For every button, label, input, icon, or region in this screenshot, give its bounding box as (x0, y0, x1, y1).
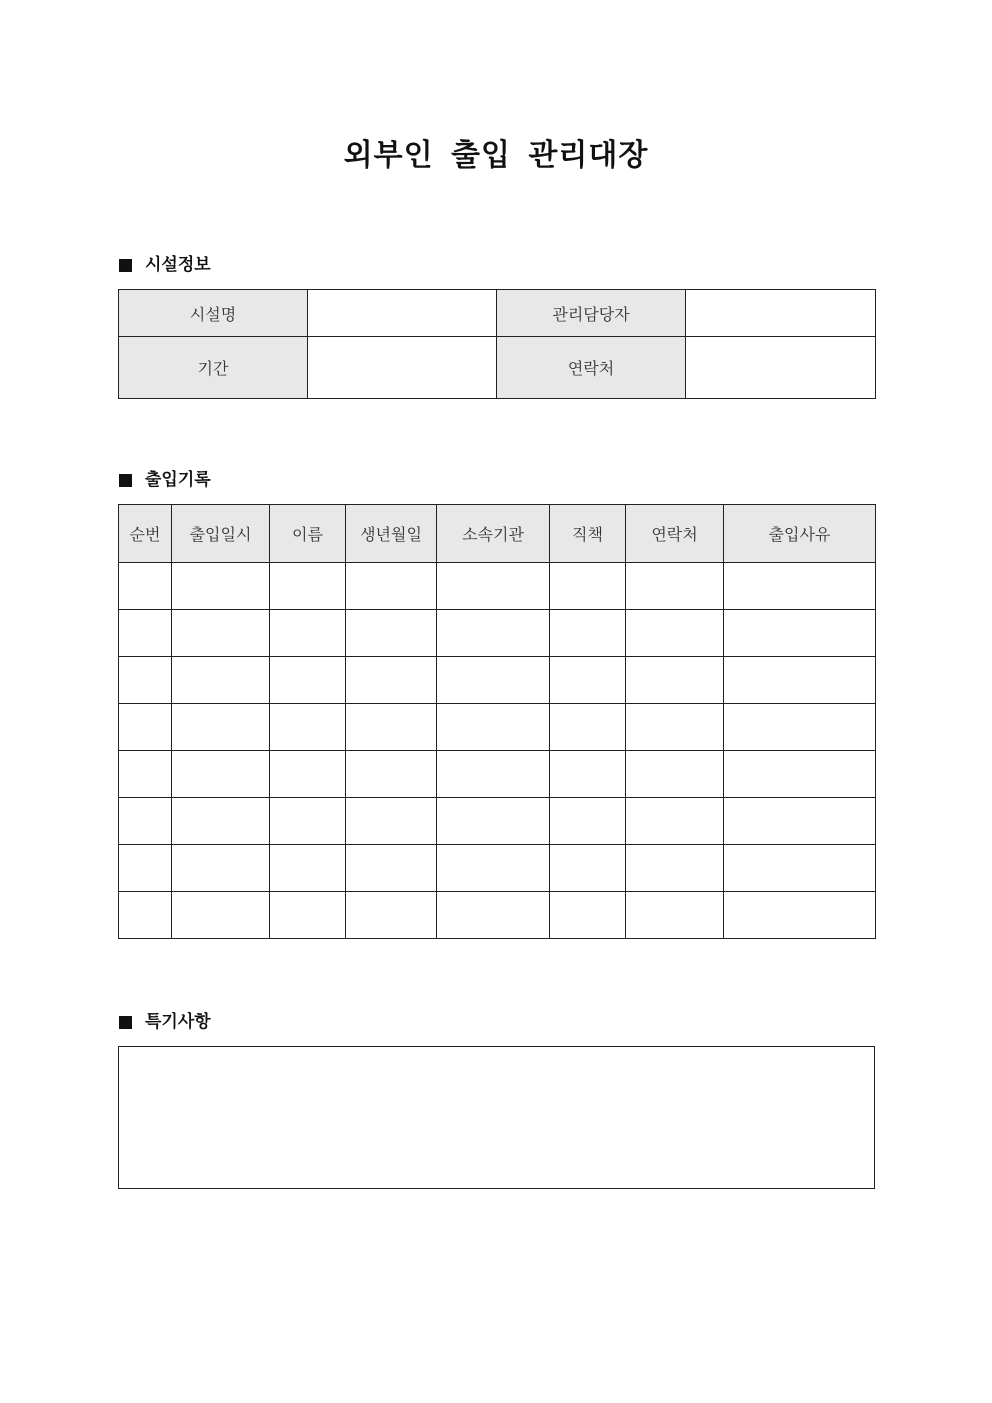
square-bullet-icon (119, 259, 132, 272)
table-cell[interactable] (550, 657, 626, 704)
square-bullet-icon (119, 474, 132, 487)
column-header-organization: 소속기관 (437, 505, 550, 563)
table-cell[interactable] (119, 657, 172, 704)
table-cell[interactable] (172, 657, 270, 704)
table-cell[interactable] (437, 704, 550, 751)
table-cell[interactable] (626, 563, 724, 610)
table-cell[interactable] (437, 798, 550, 845)
facility-name-field[interactable] (308, 290, 497, 337)
table-cell[interactable] (172, 751, 270, 798)
table-cell[interactable] (626, 610, 724, 657)
table-cell[interactable] (119, 798, 172, 845)
period-label: 기간 (119, 337, 308, 399)
table-row (119, 798, 876, 845)
column-header-name: 이름 (270, 505, 346, 563)
period-field[interactable] (308, 337, 497, 399)
table-cell[interactable] (550, 610, 626, 657)
table-cell[interactable] (270, 610, 346, 657)
table-cell[interactable] (724, 845, 876, 892)
table-cell[interactable] (119, 751, 172, 798)
table-cell[interactable] (437, 610, 550, 657)
table-cell[interactable] (119, 892, 172, 939)
section-heading-access-log (119, 468, 211, 492)
table-row (119, 892, 876, 939)
table-cell[interactable] (724, 892, 876, 939)
table-cell[interactable] (724, 610, 876, 657)
table-cell[interactable] (437, 892, 550, 939)
table-cell[interactable] (724, 563, 876, 610)
column-header-reason: 출입사유 (724, 505, 876, 563)
table-cell[interactable] (550, 704, 626, 751)
table-cell[interactable] (270, 657, 346, 704)
contact-field[interactable] (686, 337, 876, 399)
table-cell[interactable] (119, 845, 172, 892)
column-header-datetime: 출입일시 (172, 505, 270, 563)
manager-field[interactable] (686, 290, 876, 337)
section-heading-notes-label: 특기사항 (145, 1012, 211, 1032)
table-cell[interactable] (437, 845, 550, 892)
table-cell[interactable] (346, 704, 437, 751)
table-row (119, 751, 876, 798)
section-heading-notes (119, 1010, 211, 1034)
table-row (119, 657, 876, 704)
table-cell[interactable] (437, 751, 550, 798)
table-cell[interactable] (724, 751, 876, 798)
section-heading-facility-label: 시설정보 (145, 255, 211, 275)
column-header-birthdate: 생년월일 (346, 505, 437, 563)
table-cell[interactable] (172, 845, 270, 892)
table-cell[interactable] (550, 751, 626, 798)
table-cell[interactable] (172, 610, 270, 657)
table-cell[interactable] (119, 610, 172, 657)
facility-name-label: 시설명 (119, 290, 308, 337)
table-cell[interactable] (724, 704, 876, 751)
section-heading-access-log-label: 출입기록 (145, 470, 211, 490)
table-cell[interactable] (346, 563, 437, 610)
table-cell[interactable] (346, 798, 437, 845)
table-cell[interactable] (172, 704, 270, 751)
table-cell[interactable] (626, 751, 724, 798)
table-cell[interactable] (626, 704, 724, 751)
table-cell[interactable] (270, 704, 346, 751)
notes-field[interactable] (118, 1046, 875, 1189)
table-cell[interactable] (626, 845, 724, 892)
section-heading-facility (119, 253, 211, 277)
access-log-table (118, 504, 876, 939)
table-cell[interactable] (119, 704, 172, 751)
table-cell[interactable] (724, 798, 876, 845)
table-cell[interactable] (437, 657, 550, 704)
table-cell[interactable] (626, 892, 724, 939)
column-header-position: 직책 (550, 505, 626, 563)
table-cell[interactable] (172, 892, 270, 939)
table-cell[interactable] (346, 610, 437, 657)
manager-label: 관리담당자 (497, 290, 686, 337)
table-row (119, 563, 876, 610)
table-cell[interactable] (346, 751, 437, 798)
table-cell[interactable] (270, 892, 346, 939)
page-title: 외부인 출입 관리대장 (343, 138, 649, 173)
facility-info-table (118, 289, 876, 399)
table-cell[interactable] (724, 657, 876, 704)
table-cell[interactable] (550, 798, 626, 845)
table-cell[interactable] (626, 657, 724, 704)
table-cell[interactable] (437, 563, 550, 610)
table-cell[interactable] (270, 751, 346, 798)
access-log-body (119, 563, 876, 939)
table-cell[interactable] (172, 563, 270, 610)
table-cell[interactable] (346, 657, 437, 704)
table-cell[interactable] (550, 563, 626, 610)
table-cell[interactable] (550, 892, 626, 939)
table-cell[interactable] (626, 798, 724, 845)
table-cell[interactable] (346, 892, 437, 939)
table-cell[interactable] (346, 845, 437, 892)
table-cell[interactable] (172, 798, 270, 845)
column-header-seq: 순번 (119, 505, 172, 563)
table-cell[interactable] (270, 798, 346, 845)
table-cell[interactable] (550, 845, 626, 892)
square-bullet-icon (119, 1016, 132, 1029)
table-row (119, 704, 876, 751)
table-row (119, 845, 876, 892)
access-log-header-row (119, 505, 876, 563)
table-cell[interactable] (119, 563, 172, 610)
table-cell[interactable] (270, 563, 346, 610)
table-row (119, 610, 876, 657)
table-cell[interactable] (270, 845, 346, 892)
column-header-contact: 연락처 (626, 505, 724, 563)
contact-label: 연락처 (497, 337, 686, 399)
